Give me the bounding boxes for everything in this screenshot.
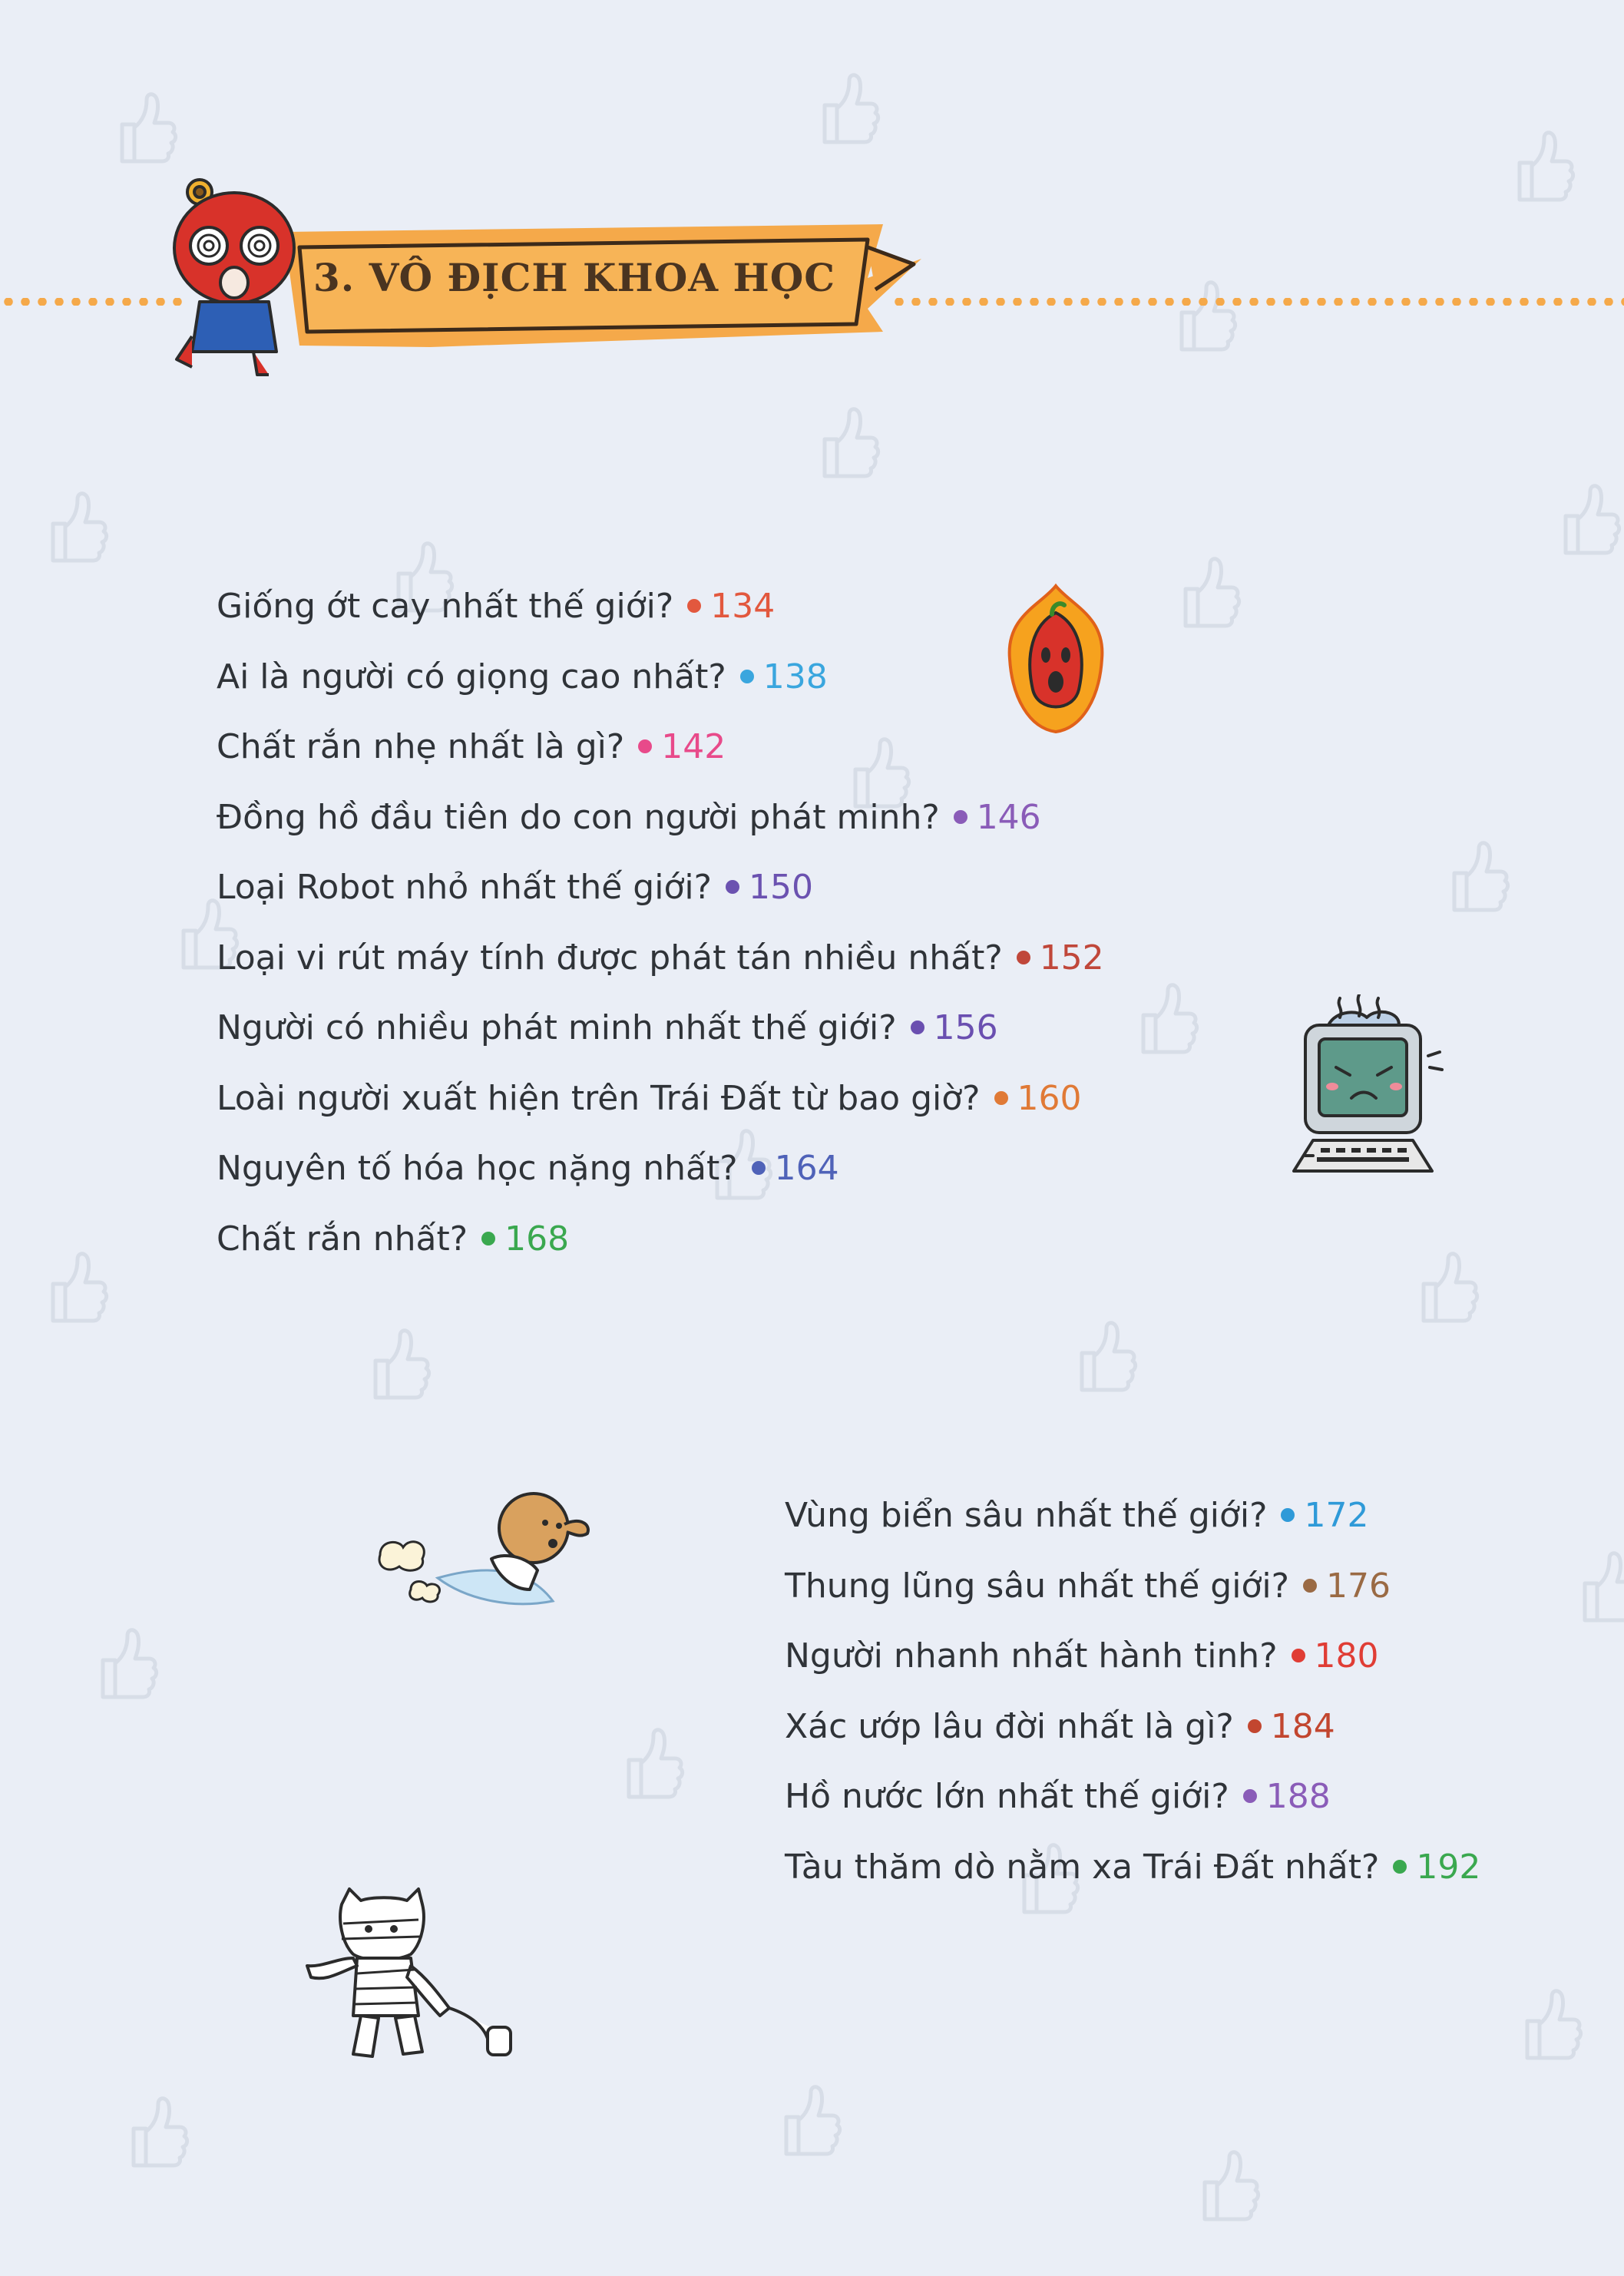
thumbs-up-icon bbox=[1574, 1543, 1624, 1628]
thumbs-up-icon bbox=[111, 84, 180, 169]
toc-question: Người có nhiều phát minh nhất thế giới? bbox=[217, 1008, 897, 1047]
mummy bbox=[296, 1881, 518, 2066]
toc-page-number: 152 bbox=[1039, 938, 1104, 978]
thumbs-up-icon bbox=[92, 1620, 161, 1705]
bullet-dot bbox=[752, 1161, 766, 1175]
toc-question: Xác ướp lâu đời nhất là gì? bbox=[785, 1706, 1234, 1746]
toc-item[interactable] bbox=[785, 1480, 1480, 1551]
flaming-pepper bbox=[998, 582, 1113, 736]
toc-question: Nguyên tố hóa học nặng nhất? bbox=[217, 1149, 738, 1188]
toc-page-number: 138 bbox=[762, 657, 828, 696]
thumbs-up-icon bbox=[1194, 2142, 1263, 2227]
toc-item[interactable] bbox=[785, 1621, 1480, 1692]
bullet-dot bbox=[638, 739, 652, 753]
toc-question: Loài người xuất hiện trên Trái Đất từ bao giờ? bbox=[217, 1078, 981, 1118]
bullet-dot bbox=[687, 599, 701, 613]
toc-question: Ai là người có giọng cao nhất? bbox=[217, 657, 726, 696]
toc-list-1 bbox=[217, 571, 1104, 1274]
toc-item[interactable] bbox=[217, 923, 1104, 994]
toc-question: Thung lũng sâu nhất thế giới? bbox=[785, 1566, 1289, 1606]
toc-question: Đồng hồ đầu tiên do con người phát minh? bbox=[217, 797, 940, 837]
bullet-dot bbox=[740, 670, 754, 683]
toc-item[interactable] bbox=[785, 1762, 1480, 1832]
thumbs-up-icon bbox=[814, 399, 883, 484]
toc-item[interactable] bbox=[217, 993, 1104, 1064]
toc-page-number: 176 bbox=[1325, 1566, 1391, 1606]
toc-question: Chất rắn nhẹ nhất là gì? bbox=[217, 727, 625, 766]
toc-page-number: 192 bbox=[1416, 1847, 1481, 1887]
bullet-dot bbox=[481, 1232, 495, 1246]
bullet-dot bbox=[911, 1021, 924, 1034]
toc-page-number: 184 bbox=[1270, 1706, 1335, 1746]
flying-kid bbox=[376, 1486, 622, 1624]
dotted-rule-left bbox=[0, 298, 184, 306]
bullet-dot bbox=[1243, 1789, 1257, 1803]
thumbs-up-icon bbox=[42, 484, 111, 568]
thumbs-up-icon bbox=[1175, 549, 1244, 634]
dotted-rule-right bbox=[891, 298, 1624, 306]
bullet-dot bbox=[726, 880, 739, 894]
toc-question: Giống ớt cay nhất thế giới? bbox=[217, 587, 674, 626]
thumbs-up-icon bbox=[123, 2089, 192, 2173]
thumbs-up-icon bbox=[1517, 1981, 1586, 2066]
spider-mascot bbox=[161, 175, 307, 382]
toc-item[interactable] bbox=[217, 1133, 1104, 1204]
toc-question: Vùng biển sâu nhất thế giới? bbox=[785, 1496, 1268, 1535]
toc-item[interactable] bbox=[217, 852, 1104, 923]
bullet-dot bbox=[994, 1091, 1008, 1105]
toc-question: Loại vi rút máy tính được phát tán nhiều nhất? bbox=[217, 938, 1003, 978]
toc-item[interactable] bbox=[217, 642, 1104, 713]
bullet-dot bbox=[954, 810, 967, 824]
bullet-dot bbox=[1017, 951, 1030, 964]
toc-item[interactable] bbox=[217, 1064, 1104, 1134]
toc-page-number: 164 bbox=[774, 1149, 839, 1188]
toc-page-number: 142 bbox=[661, 727, 726, 766]
chapter-title: 3. VÔ ĐỊCH KHOA HỌC bbox=[313, 255, 836, 300]
bullet-dot bbox=[1292, 1649, 1305, 1662]
toc-page-number: 172 bbox=[1304, 1496, 1369, 1535]
toc-item[interactable] bbox=[217, 571, 1104, 642]
bullet-dot bbox=[1248, 1719, 1262, 1733]
toc-page-number: 156 bbox=[933, 1008, 998, 1047]
thumbs-up-icon bbox=[1444, 833, 1513, 918]
bullet-dot bbox=[1303, 1579, 1317, 1593]
thumbs-up-icon bbox=[42, 1244, 111, 1328]
thumbs-up-icon bbox=[1555, 476, 1624, 561]
thumbs-up-icon bbox=[618, 1720, 687, 1805]
toc-question: Chất rắn nhất? bbox=[217, 1219, 468, 1259]
toc-page-number: 168 bbox=[504, 1219, 570, 1259]
toc-question: Loại Robot nhỏ nhất thế giới? bbox=[217, 868, 712, 907]
toc-item[interactable] bbox=[217, 1204, 1104, 1275]
toc-question: Hồ nước lớn nhất thế giới? bbox=[785, 1777, 1229, 1816]
toc-page-number: 134 bbox=[710, 587, 776, 626]
thumbs-up-icon bbox=[365, 1321, 434, 1405]
toc-page-number: 146 bbox=[976, 797, 1041, 837]
thumbs-up-icon bbox=[1171, 273, 1240, 357]
toc-question: Người nhanh nhất hành tinh? bbox=[785, 1636, 1278, 1676]
toc-item[interactable] bbox=[785, 1551, 1480, 1622]
thumbs-up-icon bbox=[776, 2077, 845, 2162]
thumbs-up-icon bbox=[1071, 1313, 1140, 1398]
thumbs-up-icon bbox=[1133, 975, 1202, 1060]
thumbs-up-icon bbox=[1413, 1244, 1482, 1328]
toc-page-number: 150 bbox=[748, 868, 813, 907]
bullet-dot bbox=[1393, 1860, 1407, 1874]
toc-question: Tàu thăm dò nằm xa Trái Đất nhất? bbox=[785, 1847, 1380, 1887]
toc-item[interactable] bbox=[217, 712, 1104, 782]
thumbs-up-icon bbox=[1509, 123, 1578, 207]
toc-page-number: 180 bbox=[1314, 1636, 1379, 1676]
thumbs-up-icon bbox=[814, 65, 883, 150]
toc-item[interactable] bbox=[785, 1832, 1480, 1903]
toc-item[interactable] bbox=[217, 782, 1104, 853]
toc-list-2 bbox=[785, 1480, 1480, 1902]
toc-page-number: 188 bbox=[1265, 1777, 1331, 1816]
toc-page-number: 160 bbox=[1017, 1078, 1082, 1118]
crying-computer bbox=[1282, 994, 1459, 1186]
toc-item[interactable] bbox=[785, 1692, 1480, 1762]
bullet-dot bbox=[1281, 1508, 1295, 1522]
